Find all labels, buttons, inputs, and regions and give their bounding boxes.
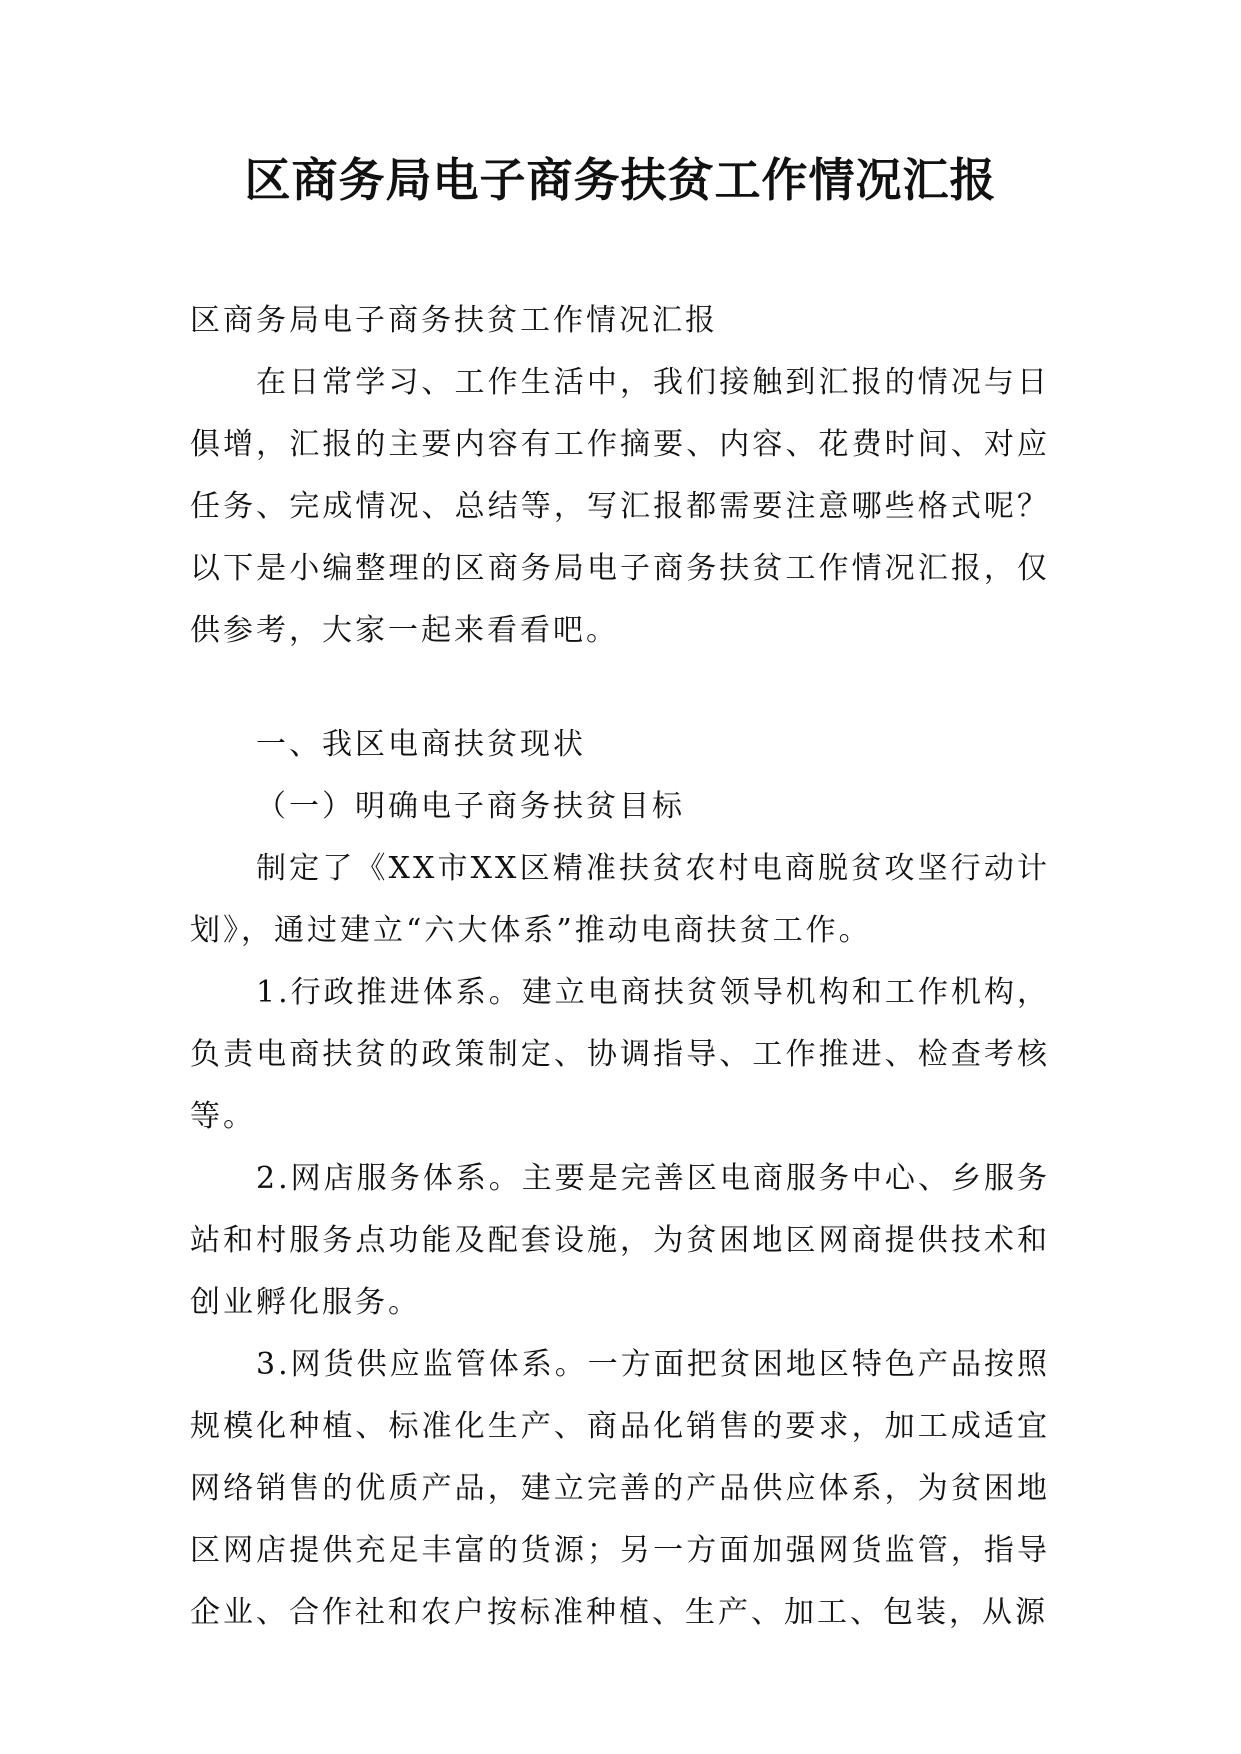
section-heading: 一、我区电商扶贫现状 [256, 727, 586, 762]
document-body [190, 290, 1050, 1644]
document-title: 区商务局电子商务扶贫工作情况汇报 [244, 153, 997, 207]
subsection-heading: （一）明确电子商务扶贫目标 [256, 789, 685, 824]
list-item: 3.网货供应监管体系。一方面把贫困地区特色产品按照规模化种植、标准化生产、商品化销售的要求，加工成适宜网络销售的优质产品，建立完善的产品供应体系，为贫困地区网店提供充足丰富的货源；另一方面加强网货监管，指导企业、合作社和农户按标准种植、生产、加工、包装，从源 [190, 1347, 1050, 1630]
intro-paragraph: 在日常学习、工作生活中，我们接触到汇报的情况与日俱增，汇报的主要内容有工作摘要、内容、花费时间、对应任务、完成情况、总结等，写汇报都需要注意哪些格式呢？以下是小编整理的区商务局电子商务扶贫工作情况汇报，仅供参考，大家一起来看看吧。 [190, 365, 1050, 648]
list-item: 1.行政推进体系。建立电商扶贫领导机构和工作机构，负责电商扶贫的政策制定、协调指导、工作推进、检查考核等。 [190, 975, 1050, 1134]
plan-paragraph: 制定了《XX市XX区精准扶贫农村电商脱贫攻坚行动计划》，通过建立“六大体系”推动电商扶贫工作。 [190, 851, 1050, 948]
list-item: 2.网店服务体系。主要是完善区电商服务中心、乡服务站和村服务点功能及配套设施，为贫困地区网商提供技术和创业孵化服务。 [190, 1161, 1050, 1320]
document-subtitle: 区商务局电子商务扶贫工作情况汇报 [190, 303, 718, 338]
paragraph-spacer [190, 662, 1050, 714]
